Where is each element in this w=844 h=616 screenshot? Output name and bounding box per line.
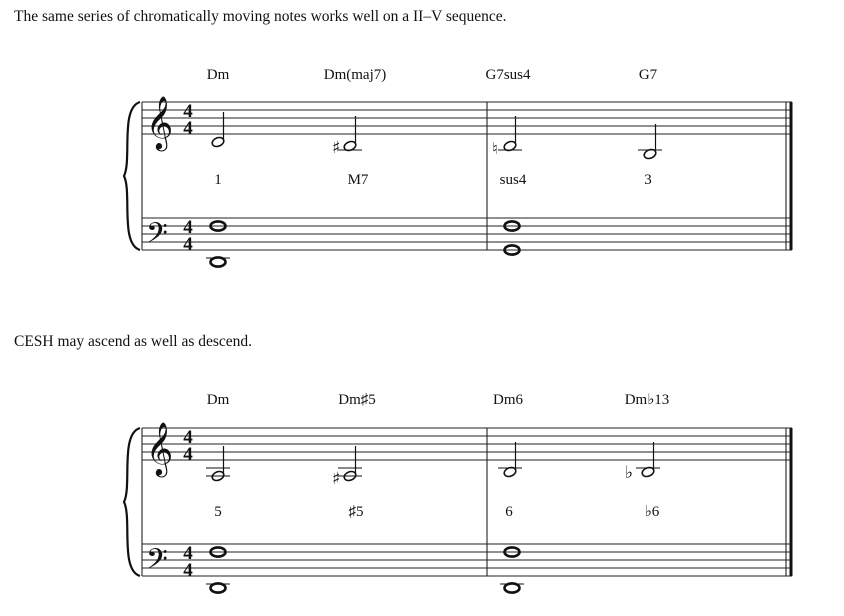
time-sig-bottom: 4 — [183, 234, 193, 255]
half-note — [206, 446, 230, 482]
treble-staff — [142, 428, 792, 460]
chord-symbol: Dm♯5 — [338, 392, 376, 408]
time-sig-bottom: 4 — [183, 118, 193, 139]
degree-label: 3 — [644, 172, 652, 188]
time-sig-top: 4 — [183, 101, 193, 122]
chord-symbol: Dm6 — [493, 392, 523, 408]
sharp-icon: ♯ — [332, 469, 341, 489]
caption-second: CESH may ascend as well as descend. — [14, 333, 253, 350]
degree-label: ♭6 — [644, 504, 660, 520]
half-note — [492, 116, 522, 158]
time-sig-top: 4 — [183, 543, 193, 564]
caption-first: The same series of chromatically moving notes works well on a II–V sequence. — [14, 8, 507, 25]
whole-note — [206, 583, 230, 592]
chord-symbol: Dm — [206, 67, 230, 83]
treble-staff — [142, 102, 792, 134]
sharp-icon: ♯ — [332, 138, 341, 158]
time-sig-top: 4 — [183, 427, 193, 448]
chord-symbol: G7 — [638, 67, 658, 83]
natural-icon: ♮ — [492, 139, 498, 158]
degree-label: 5 — [214, 504, 222, 520]
whole-note — [206, 257, 230, 266]
time-sig-top: 4 — [183, 217, 193, 238]
chord-symbol: G7sus4 — [485, 67, 531, 83]
flat-icon: ♭ — [625, 463, 634, 483]
half-note — [211, 112, 225, 148]
half-note — [332, 116, 362, 158]
degree-label: 1 — [214, 172, 222, 188]
chord-symbol: Dm — [206, 392, 230, 408]
treble-clef-icon: 𝄞 — [146, 421, 174, 475]
grand-staff-brace — [124, 428, 140, 576]
degree-label: ♯5 — [348, 504, 364, 520]
half-note — [638, 124, 662, 160]
bass-clef-icon: 𝄢 — [146, 217, 168, 257]
degree-label: 6 — [505, 504, 513, 520]
bass-staff — [142, 544, 792, 576]
chord-symbol: Dm♭13 — [624, 392, 670, 408]
whole-note — [500, 583, 524, 592]
time-sig-bottom: 4 — [183, 560, 193, 581]
time-sig-bottom: 4 — [183, 444, 193, 465]
degree-label: sus4 — [499, 172, 527, 188]
bass-staff — [142, 218, 792, 250]
bass-clef-icon: 𝄢 — [146, 543, 168, 583]
treble-clef-icon: 𝄞 — [146, 95, 174, 149]
example-2-system — [124, 392, 792, 593]
half-note — [625, 442, 660, 483]
example-1-system — [124, 67, 792, 267]
degree-label: M7 — [347, 172, 369, 188]
grand-staff-brace — [124, 102, 140, 250]
chord-symbol: Dm(maj7) — [323, 67, 387, 83]
